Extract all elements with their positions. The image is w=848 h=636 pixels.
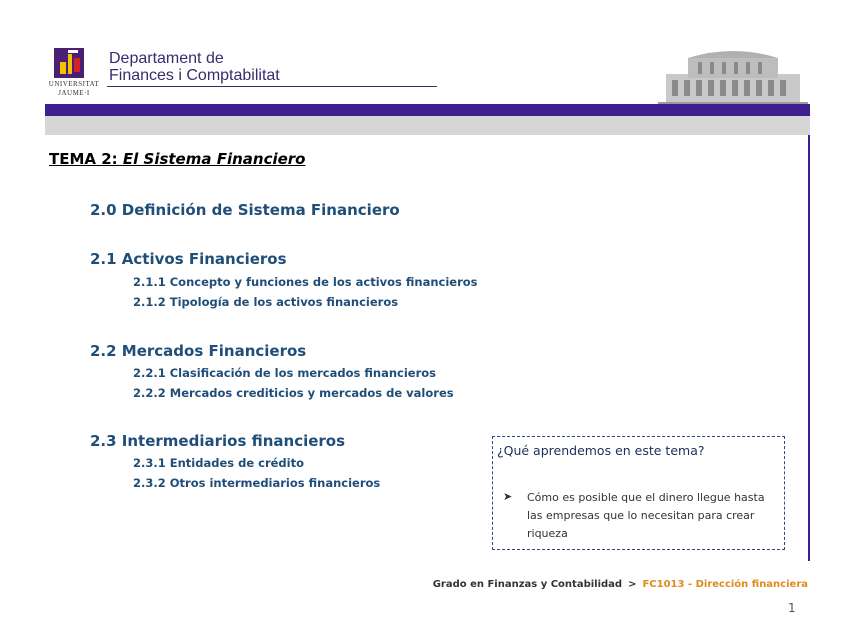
department-line1: Departament de <box>109 50 224 67</box>
title-prefix: TEMA 2: <box>49 150 123 168</box>
logo-mark-icon <box>54 48 84 78</box>
arrow-bullet-icon: ➤ <box>503 491 513 503</box>
footer-degree: Grado en Finanzas y Contabilidad <box>432 579 623 590</box>
logo-text-line1: UNIVERSITAT <box>48 80 100 88</box>
footer <box>433 579 808 590</box>
title-italic: El Sistema Financiero <box>122 150 306 168</box>
slide-title <box>49 150 305 168</box>
header-divider <box>107 86 437 87</box>
university-logo <box>46 44 102 108</box>
department-line2: Finances i Comptabilitat <box>109 67 280 84</box>
header-band-purple <box>45 104 810 116</box>
section-heading: 2.1 Activos Financieros <box>90 250 287 268</box>
section-heading: 2.2 Mercados Financieros <box>90 342 307 360</box>
department-name <box>109 50 280 84</box>
subsection-item: 2.1.2 Tipología de los activos financieros <box>133 295 399 309</box>
building-icon <box>658 44 808 104</box>
subsection-item: 2.2.2 Mercados crediticios y mercados de valores <box>133 386 454 400</box>
subsection-item: 2.1.1 Concepto y funciones de los activos financieros <box>133 275 478 289</box>
footer-separator: > <box>628 579 637 590</box>
page-number: 1 <box>788 601 796 615</box>
logo-text-line2: JAUME·I <box>58 89 90 97</box>
header-band-gray <box>45 116 810 135</box>
subsection-item: 2.3.2 Otros intermediarios financieros <box>133 476 381 490</box>
callout-title: ¿Qué aprendemos en este tema? <box>497 443 705 458</box>
right-border-line <box>808 135 810 561</box>
section-heading: 2.0 Definición de Sistema Financiero <box>90 201 400 219</box>
subsection-item: 2.2.1 Clasificación de los mercados financieros <box>133 366 436 380</box>
subsection-item: 2.3.1 Entidades de crédito <box>133 456 304 470</box>
footer-course: FC1013 - Dirección financiera <box>642 579 808 590</box>
callout-text: Cómo es posible que el dinero llegue hasta las empresas que lo necesitan para crear riqueza <box>527 491 765 540</box>
section-heading: 2.3 Intermediarios financieros <box>90 432 346 450</box>
learning-objectives-box <box>492 436 785 550</box>
